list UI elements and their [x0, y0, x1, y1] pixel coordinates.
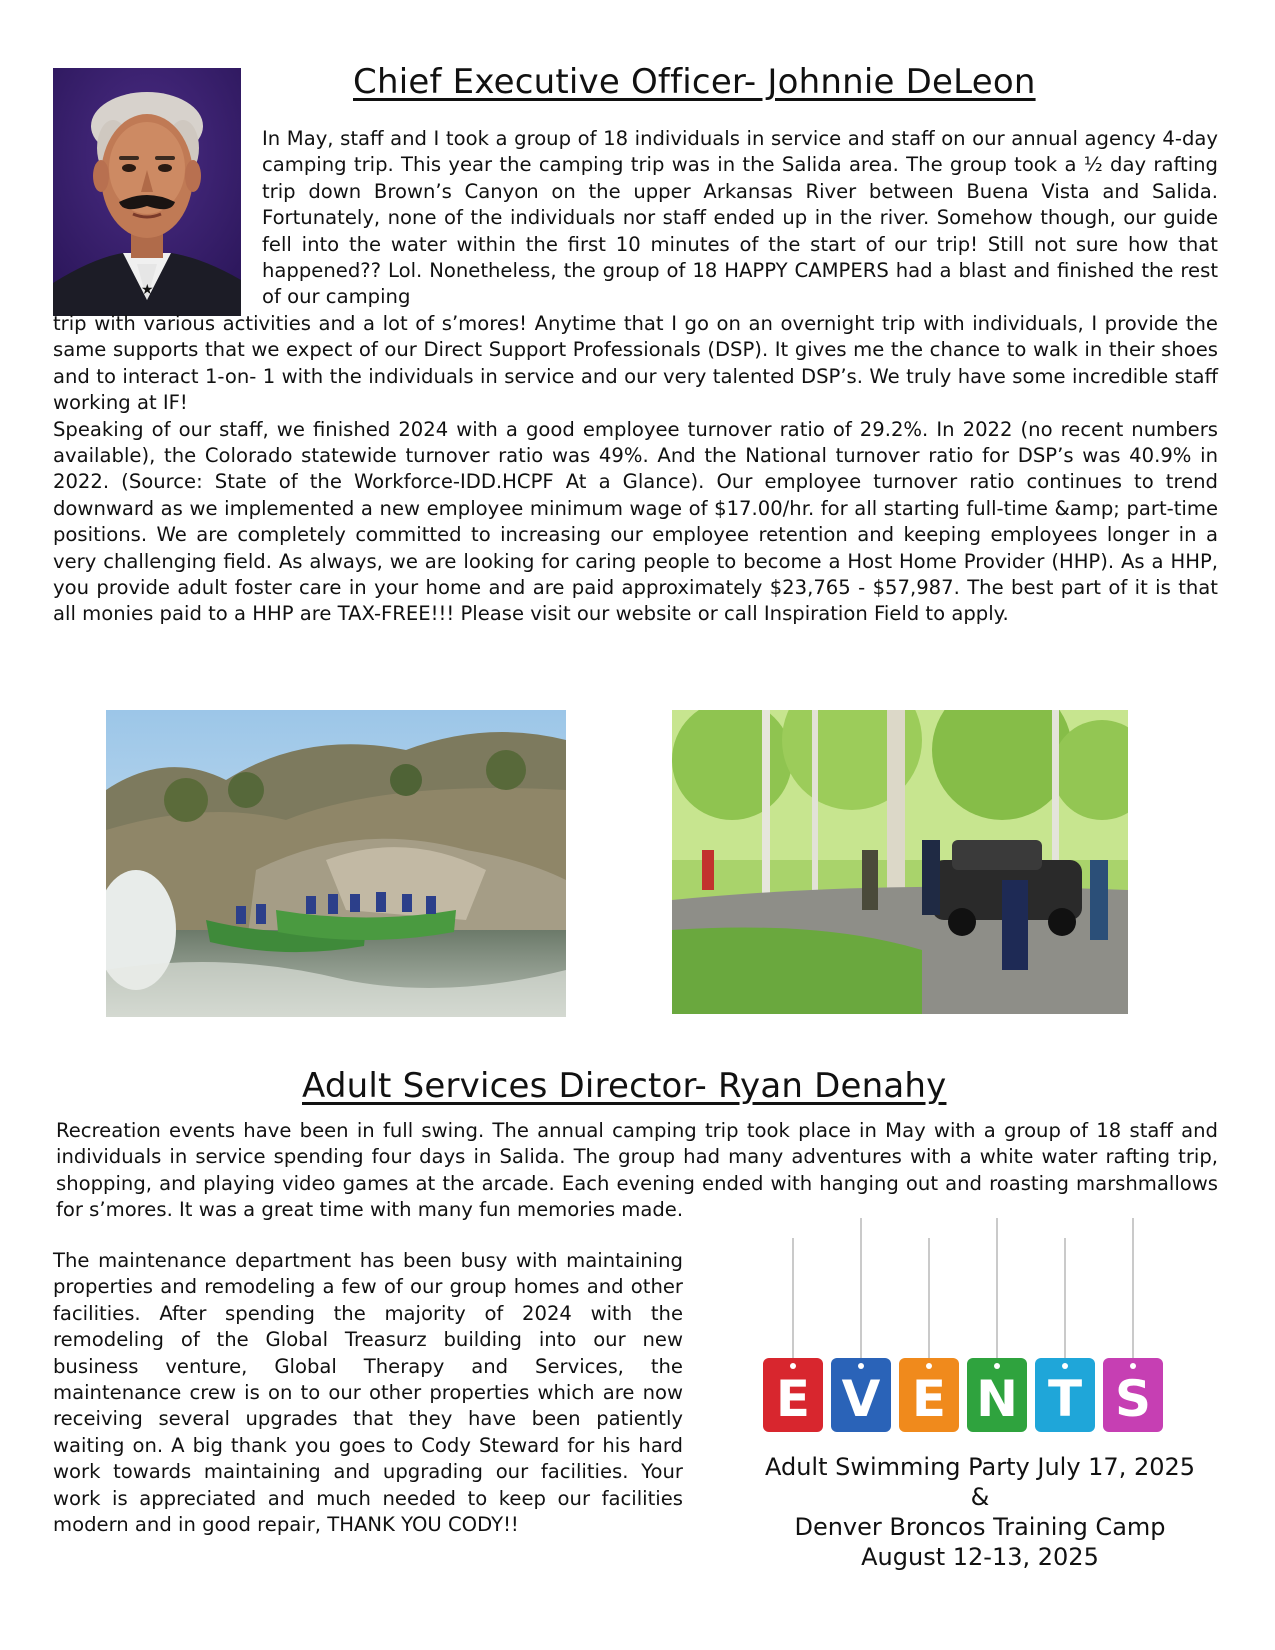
campsite-photo [672, 710, 1128, 1014]
event-line-3: Denver Broncos Training Camp [794, 1513, 1166, 1541]
rafting-photo [106, 710, 566, 1017]
events-tag-letter: E [911, 1370, 947, 1428]
svg-text:★: ★ [141, 282, 154, 298]
event-line-1: Adult Swimming Party July 17, 2025 [764, 1453, 1196, 1481]
maintenance-paragraph: The maintenance department has been busy with maintaining properties and remodeling a few of our group homes and other facilities. After spending the majority of 2024 with the remodeling of the Global Treasurz building into our new business venture, Global Therapy and Services, the maintenance crew is on to our other properties which are now receiving several upgrades that they have been patiently waiting on. A big thank you goes to Cody Steward for his hard work towards maintaining and upgrading our facilities. Your work is appreciated and much needed to keep our facilities modern and in good repair, THANK YOU CODY!! [53, 1249, 683, 1537]
events-tag-v [831, 1218, 891, 1432]
events-tag-hole [790, 1363, 796, 1369]
adult-services-recreation [56, 1118, 1218, 1224]
recreation-paragraph: Recreation events have been in full swing. The annual camping trip took place in May with a group of 18 staff and individuals in service spending four days in Salida. The group had many adventures with a white water rafting trip, shopping, and playing video games at the arcade. Each evening ended with hanging out and roasting marshmallows for s’mores. It was a great time with many fun memories made. [56, 1119, 1218, 1222]
ceo-intro-paragraph [262, 126, 1218, 311]
events-tag-t [1035, 1238, 1095, 1432]
ceo-portrait [53, 68, 241, 316]
events-tag-letter: V [841, 1370, 881, 1428]
ceo-intro-continued: trip with various activities and a lot of s’mores! Anytime that I go on an overnight trip with individuals, I provide the same supports that we expect of our Direct Support Professionals (DSP). It gives me the chance to walk in their shoes and to interact 1-on- 1 with the individuals in service and our very talented DSP’s. We truly have some incredible staff working at IF! [53, 312, 1218, 415]
events-tag-hole [1062, 1363, 1068, 1369]
event-line-2: & [970, 1483, 990, 1511]
events-tag-e [763, 1238, 823, 1432]
events-tag-letter: S [1114, 1370, 1152, 1428]
events-tag-e [899, 1238, 959, 1432]
events-tag-hole [994, 1363, 1000, 1369]
events-tag-hole [1130, 1363, 1136, 1369]
event-line-4: August 12-13, 2025 [861, 1543, 1099, 1571]
ceo-staff-paragraph: Speaking of our staff, we finished 2024 with a good employee turnover ratio of 29.2%. In 2022 (no recent numbers available), the Colorado statewide turnover ratio was 49%. And the National turnover ratio for DSP’s was 40.9% in 2022. (Source: State of the Workforce-IDD.HCPF At a Glance). Our employee turnover ratio continues to trend downward as we implemented a new employee minimum wage of $17.00/hr. for all starting full-time &amp; part-time positions. We are completely committed to increasing our employee retention and keeping employees longer in a very challenging field. As always, we are looking for caring people to become a Host Home Provider (HHP). As a HHP, you provide adult foster care in your home and are paid approximately $23,765 - $57,987. The best part of it is that all monies paid to a HHP are TAX-FREE!!! Please visit our website or call Inspiration Field to apply. [53, 417, 1218, 626]
events-tag-hole [858, 1363, 864, 1369]
events-tag-letter: N [976, 1370, 1018, 1428]
ceo-intro-text: In May, staff and I took a group of 18 individuals in service and staff on our annual agency 4-day camping trip. This year the camping trip was in the Salida area. The group took a ½ day rafting trip down Brown’s Canyon on the upper Arkansas River between Buena Vista and Salida. Fortunately, none of the individuals nor staff ended up in the river. Somehow though, our guide fell into the water within the first 10 minutes of the start of our trip! Still not sure how that happened?? Lol. Nonetheless, the group of 18 HAPPY CAMPERS had a blast and finished the rest of our camping [262, 127, 1218, 309]
adult-services-title: Adult Services Director- Ryan Denahy [302, 1066, 947, 1106]
events-graphic [755, 1218, 1195, 1452]
events-tag-n [967, 1218, 1027, 1432]
adult-services-maintenance [53, 1248, 683, 1538]
events-tag-hole [926, 1363, 932, 1369]
events-tag-s [1103, 1218, 1163, 1432]
ceo-body [53, 311, 1218, 628]
events-tag-letter: T [1047, 1370, 1083, 1428]
events-tag-letter: E [775, 1370, 811, 1428]
ceo-section-title: Chief Executive Officer- Johnnie DeLeon [353, 62, 1036, 102]
